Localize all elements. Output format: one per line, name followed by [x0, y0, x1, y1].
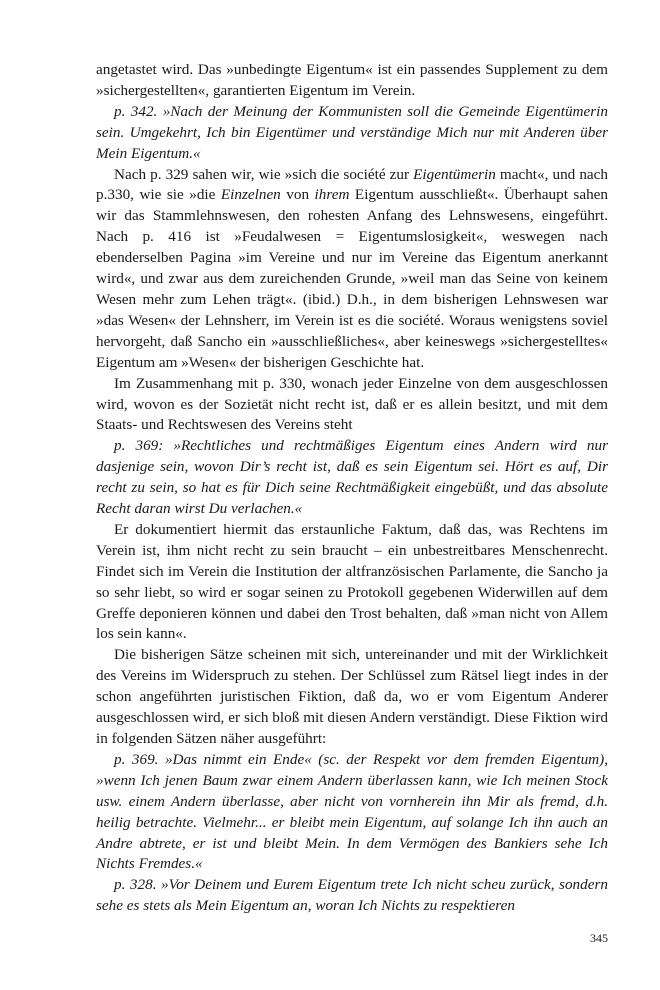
emphasis-text: Eigentümerin — [413, 165, 496, 183]
paragraph-text: Die bisherigen Sätze scheinen mit sich, untereinander und mit der Wirklichkeit des Vereins im Widerspruch zu stehen. Der Schlüssel zum Rätsel liegt indes in der schon angeführten juristischen Fiktion, daß da, wo er vom Eigentum Anderer ausgeschlossen wird, er sich bloß mit diesen Andern verständigt. Diese Fiktion wird in folgenden Sätzen näher ausgeführt: — [96, 646, 608, 747]
quote-text: p. 369: »Rechtliches und rechtmäßiges Eigentum eines Andern wird nur dasjenige sein, wovon Dir’s recht ist, daß es sein Eigentum sei. Hört es auf, Dir recht zu sein, so hat es für Dich seine Rechtmäßigkeit eingebüßt, und das absolute Recht daran wirst Du verlachen.« — [96, 437, 608, 518]
paragraph-text: Im Zusammenhang mit p. 330, wonach jeder Einzelne von dem ausgeschlossen wird, wovon es der Sozietät nicht recht ist, daß er es allein besitzt, und mit dem Staats- und Rechtswesen des Vereins steht — [96, 374, 608, 434]
paragraph-text: Eigentum ausschließt«. Überhaupt sahen wir das Stammlehnswesen, den rohesten Anfang des Lehnswesens, eingeführt. Nach p. 416 ist »Feudalwesen = Eigentumslosigkeit«, weswegen nach ebenderselben Pagina »im Vereine und nur im Vereine das Eigentum anerkannt wird«, und zwar aus dem zureichenden Grunde, »weil man das Seine von keinem Wesen mehr zum Lehen trägt«. (ibid.) D.h., in dem bisherigen Lehnswesen war »das Wesen« der Lehnsherr, im Verein ist es die société. Woraus wenigstens soviel hervorgeht, daß Sancho ein »ausschließliches«, aber keineswegs »sichergestelltes« Eigentum am »Wesen« der bisherigen Geschichte hat. — [96, 186, 608, 371]
page-body — [96, 60, 608, 917]
quote-p328 — [96, 875, 608, 917]
paragraph-text: Nach p. 329 sahen wir, wie »sich die société zur — [114, 165, 414, 183]
paragraph-text: Er dokumentiert hiermit das erstaunliche Faktum, daß das, was Rechtens im Verein ist, ihm nicht recht zu sein braucht – ein unbestreitbares Menschenrecht. Findet sich im Verein die Institution der altfranzösischen Parlamente, die Sancho ja so sehr liebt, so wird er sogar seinen zu Protokoll gegebenen Widerwillen auf dem Greffe deponieren können und dabei den Trost behalten, daß »man nicht von Allem los sein kann«. — [96, 520, 608, 643]
paragraph-4 — [96, 374, 608, 437]
paragraph-text: von — [280, 186, 315, 204]
paragraph-6 — [96, 520, 608, 645]
quote-p342 — [96, 102, 608, 165]
paragraph-text: macht«, und nach p.330, wie sie »die — [96, 165, 609, 204]
quote-text: p. 328. »Vor Deinem und Eurem Eigentum trete Ich nicht scheu zurück, sondern sehe es stets als Mein Eigentum an, woran Ich Nichts zu respektieren — [96, 876, 608, 915]
quote-p369-a — [96, 436, 608, 520]
quote-text: p. 342. »Nach der Meinung der Kommunisten soll die Gemeinde Eigentümerin sein. Umgekehrt, Ich bin Eigentümer und verständige Mich nur mit Anderen über Mein Eigentum.« — [96, 102, 608, 162]
page-number: 345 — [590, 931, 608, 945]
emphasis-text: ihrem — [314, 186, 350, 204]
quote-p369-b — [96, 750, 608, 875]
paragraph-3 — [96, 165, 608, 374]
paragraph-7 — [96, 645, 608, 750]
emphasis-text: Einzelnen — [220, 186, 281, 204]
paragraph-text: angetastet wird. Das »unbedingte Eigentum« ist ein passendes Supplement zu dem »sichergestellten«, garantierten Eigentum im Verein. — [96, 61, 608, 99]
paragraph-1 — [96, 60, 608, 102]
quote-text: p. 369. »Das nimmt ein Ende« (sc. der Respekt vor dem fremden Eigentum), »wenn Ich jenen Baum zwar einem Andern überlassen kann, wie Ich meinen Stock usw. einem Andern überlasse, aber nicht von vornherein ihn Mir als fremd, d.h. heilig betrachte. Vielmehr... er bleibt mein Eigentum, auf solange Ich ihn auch an Andre abtrete, er ist und bleibt Mein. In dem Vermögen des Bankiers sehe Ich Nichts Fremdes.« — [96, 750, 608, 873]
